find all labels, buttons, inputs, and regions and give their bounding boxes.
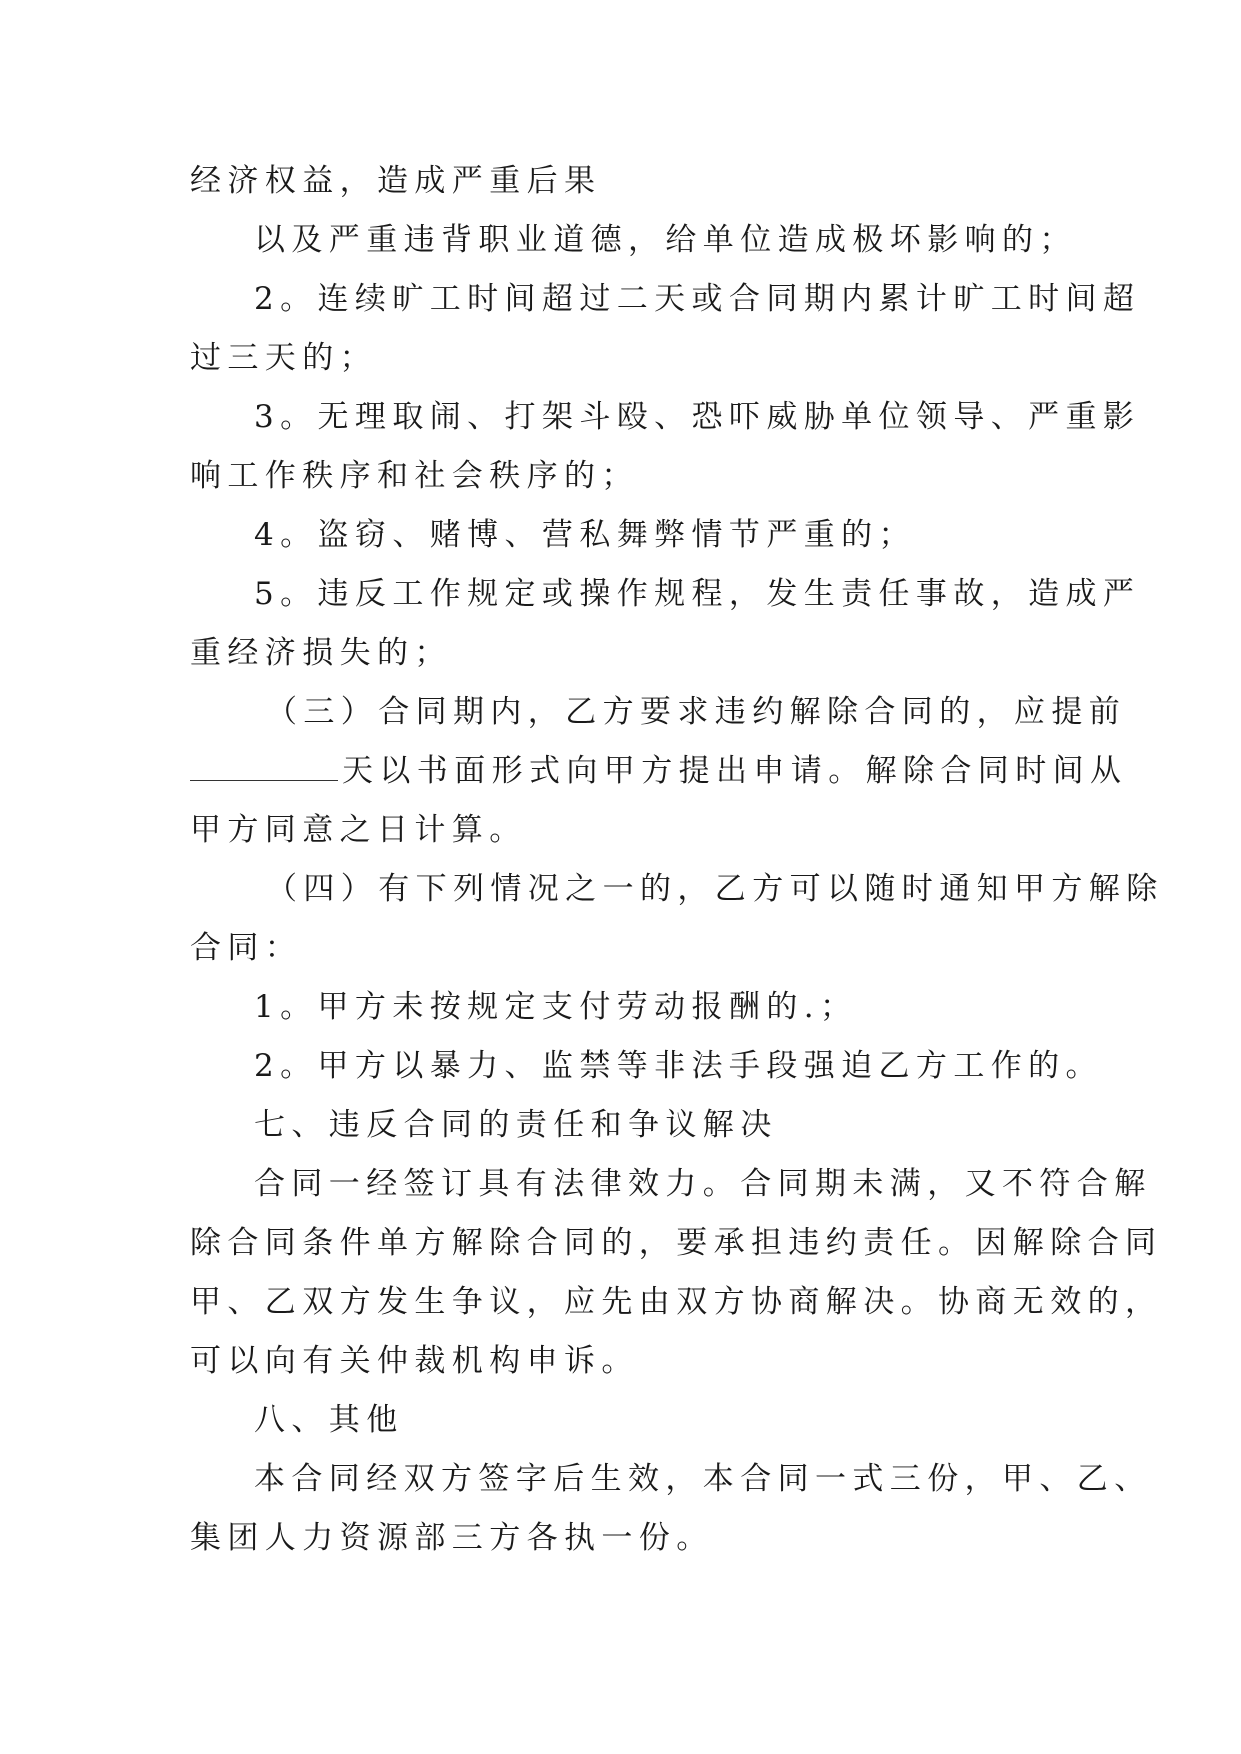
text-line: （四）有下列情况之一的，乙方可以随时通知甲方解除 xyxy=(266,871,1164,907)
text-line: 2。连续旷工时间超过二天或合同期内累计旷工时间超 xyxy=(254,281,1141,317)
text-line: 本合同经双方签字后生效，本合同一式三份，甲、乙、 xyxy=(254,1461,1152,1497)
text-line: 经济权益，造成严重后果 xyxy=(190,163,602,199)
text-line: 重经济损失的； xyxy=(190,635,452,671)
section-heading: 八、其他 xyxy=(254,1402,404,1438)
text-line: 3。无理取闹、打架斗殴、恐吓威胁单位领导、严重影 xyxy=(254,399,1141,435)
text-line: （三）合同期内，乙方要求违约解除合同的，应提前 xyxy=(266,694,1127,730)
text-line: 除合同条件单方解除合同的，要承担违约责任。因解除合同 xyxy=(190,1225,1163,1261)
fill-in-blank xyxy=(190,750,338,781)
text-line: 4。盗窃、赌博、营私舞弊情节严重的； xyxy=(254,517,916,553)
text-line: 甲方同意之日计算。 xyxy=(190,812,527,848)
text-line-rest: 天以书面形式向甲方提出申请。解除合同时间从 xyxy=(342,753,1128,789)
text-line: 合同： xyxy=(190,930,303,966)
text-line: 5。违反工作规定或操作规程，发生责任事故，造成严 xyxy=(254,576,1141,612)
text-line: 过三天的； xyxy=(190,340,377,376)
text-line: 2。甲方以暴力、监禁等非法手段强迫乙方工作的。 xyxy=(254,1048,1103,1084)
text-line: 以及严重违背职业道德，给单位造成极坏影响的； xyxy=(254,222,1077,258)
text-line: 合同一经签订具有法律效力。合同期未满，又不符合解 xyxy=(254,1166,1152,1202)
section-heading: 七、违反合同的责任和争议解决 xyxy=(254,1107,778,1143)
text-line: 1。甲方未按规定支付劳动报酬的.； xyxy=(254,989,858,1025)
text-line: 甲、乙双方发生争议，应先由双方协商解决。协商无效的， xyxy=(190,1284,1163,1320)
text-line: 响工作秩序和社会秩序的； xyxy=(190,458,639,494)
text-line-with-blank xyxy=(190,742,1128,800)
text-line: 集团人力资源部三方各执一份。 xyxy=(190,1520,714,1556)
text-line: 可以向有关仲裁机构申诉。 xyxy=(190,1343,639,1379)
